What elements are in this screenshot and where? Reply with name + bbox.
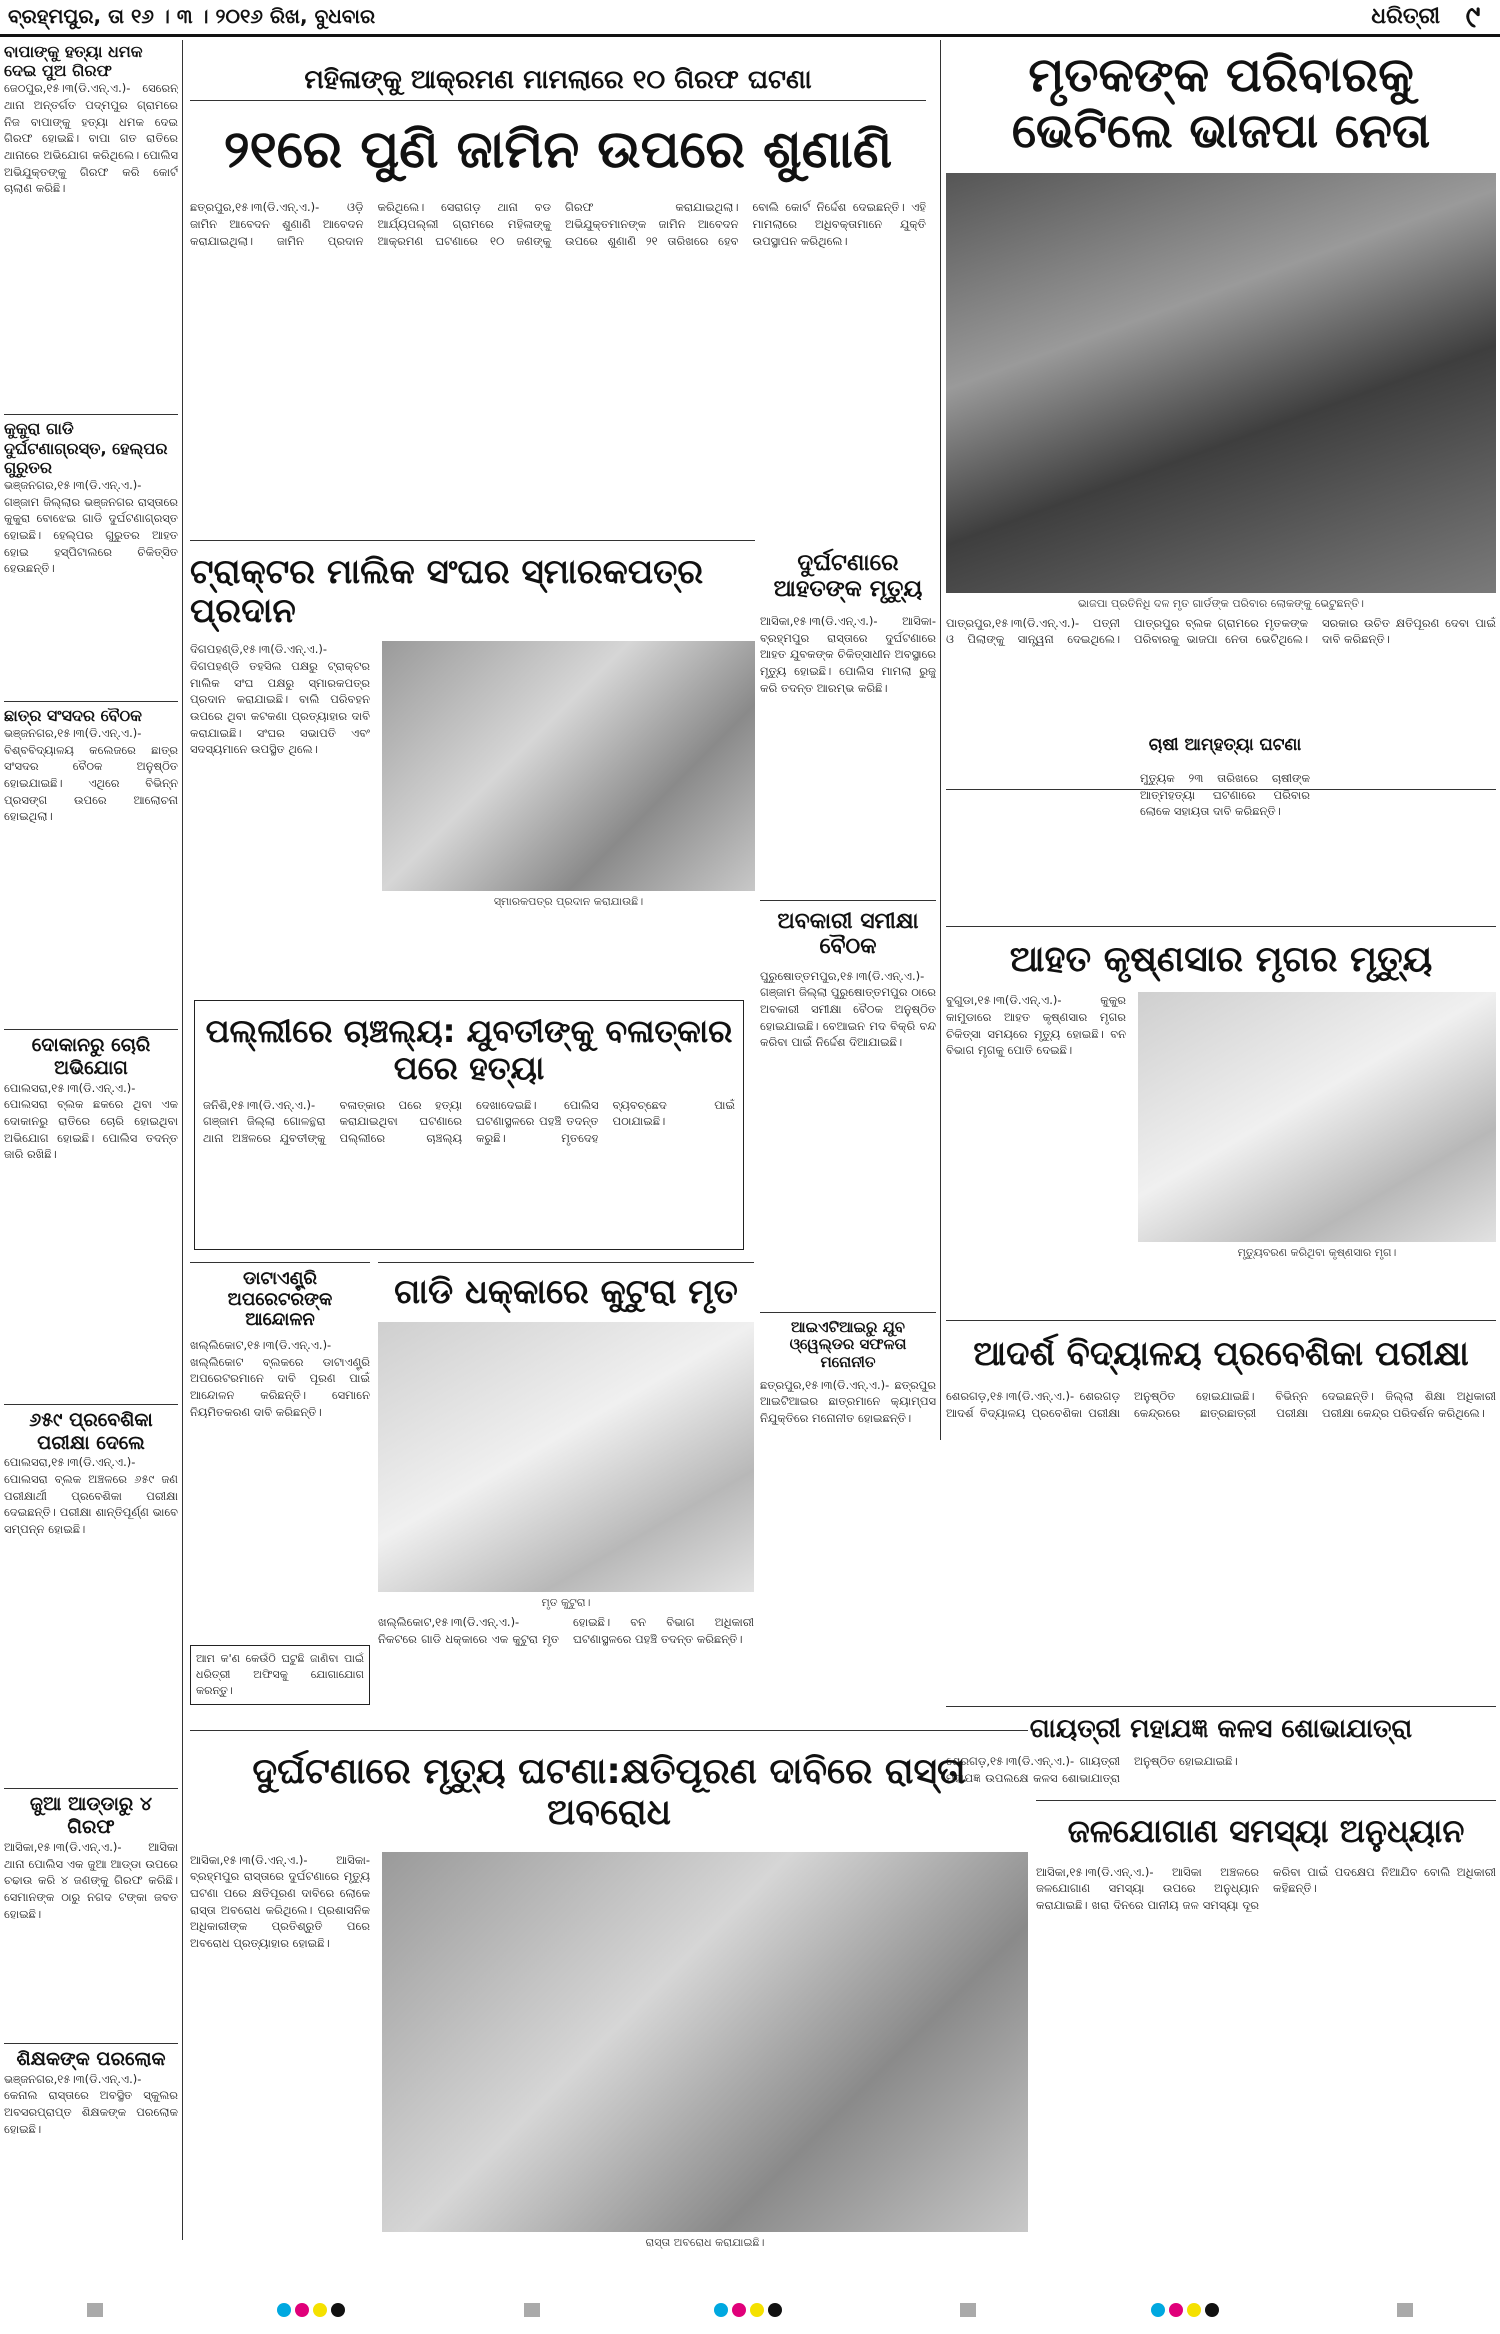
road-block-story (190, 1730, 1028, 2250)
adarsha-body: ଶେରଗଡ଼,୧୫।୩(ଡି.ଏନ୍.ଏ.)- ଶେରଗଡ଼ ଆଦର୍ଶ ବିଦ୍ୟାଳୟ ପ୍ରବେଶିକା ପରୀକ୍ଷା ଅନୁଷ୍ଠିତ ହୋଇଯାଇଛି। ବିଭିନ୍ନ କେନ୍ଦ୍ରରେ ଛାତ୍ରଛାତ୍ରୀ ପରୀକ୍ଷା ଦେଇଛନ୍ତି। ଜିଲ୍ଲା ଶିକ୍ଷା ଅଧିକାରୀ ପରୀକ୍ଷା କେନ୍ଦ୍ର ପରିଦର୍ଶନ କରିଥିଲେ। (946, 1389, 1496, 1420)
tractor-headline: ଟ୍ରାକ୍ଟର ମାଲିକ ସଂଘର ସ୍ମାରକପତ୍ର ପ୍ରଦାନ (190, 552, 704, 632)
deer-hit-story (378, 1262, 754, 1722)
deer-hit-photo (378, 1322, 754, 1592)
top-right-headline-1: ମୃତକଙ୍କ ପରିବାରକୁ (1028, 47, 1414, 103)
gayatri-story (946, 1706, 1496, 1796)
operator-body: ଖଲ୍ଲିକୋଟ,୧୫।୩(ଡି.ଏନ୍.ଏ.)- ଖଲ୍ଲିକୋଟ ବ୍ଲକରେ ଡାଟାଏଣ୍ଟ୍ରି ଅପରେଟରମାନେ ଦାବି ପୂରଣ ପାଇଁ ଆନ୍ଦୋଳନ କରିଛନ୍ତି। ସେମାନେ ନିୟମିତକରଣ ଦାବି କରିଛନ୍ତି। (190, 1338, 370, 1419)
farmer-suicide-box (1140, 730, 1310, 766)
deer-hit-caption: ମୃତ କୁଟୁରା। (541, 1596, 591, 1610)
bjp-visit-photo (946, 173, 1496, 593)
accident-death-headline: ଦୁର୍ଘଟଣାରେ ଆହତଙ୍କ ମୃତ୍ୟୁ (773, 550, 923, 603)
road-block-headline: ଦୁର୍ଘଟଣାରେ ମୃତ୍ୟୁ ଘଟଣା:କ୍ଷତିପୂରଣ ଦାବିରେ ରାସ୍ତା ଅବରୋଧ (252, 1751, 966, 1834)
divider (4, 701, 178, 702)
adarsha-story (946, 1320, 1496, 1700)
water-supply-story (1036, 1800, 1496, 2250)
divider (4, 1029, 178, 1030)
masthead-rule (0, 34, 1500, 37)
accident-death-body: ଆସିକା,୧୫।୩(ଡି.ଏନ୍.ଏ.)- ଆସିକା-ବ୍ରହ୍ମପୁର ରାସ୍ତାରେ ଦୁର୍ଘଟଣାରେ ଆହତ ଯୁବକଙ୍କ ଚିକିତ୍ସାଧୀନ ଅବସ୍ଥାରେ ମୃତ୍ୟୁ ହୋଇଛି। ପୋଲିସ ମାମଲା ରୁଜୁ କରି ତଦନ୍ତ ଆରମ୍ଭ କରିଛି। (760, 613, 936, 695)
accident-death-story (760, 540, 936, 900)
left-story-1-body: ଜେଠପୁର,୧୫।୩(ଡି.ଏନ୍.ଏ.)- ସେରେନ୍ ଥାନା ଅନ୍ତର୍ଗତ ପଦ୍ମପୁର ଗ୍ରାମରେ ନିଜ ବାପାଙ୍କୁ ହତ୍ୟା ଧମକ ଦେଇ ଗିରଫ ହୋଇଛି। ବାପା ଗତ ରାତିରେ ଥାନାରେ ଅଭିଯୋଗ କରିଥିଲେ। ପୋଲିସ ଅଭିଯୁକ୍ତଙ୍କୁ ଗିରଫ କରି କୋର୍ଟ ଚାଲାଣ କରିଛି। (4, 81, 178, 196)
left-column-rule (182, 40, 183, 2240)
page-number: ୯ (1465, 0, 1481, 34)
deer-death-caption: ମୃତ୍ୟୁବରଣ କରିଥିବା କୃଷ୍ଣସାର ମୃଗ। (1237, 1246, 1397, 1260)
road-block-photo (382, 1852, 1028, 2232)
gayatri-body: ଶେରଗଡ଼,୧୫।୩(ଡି.ଏନ୍.ଏ.)- ଗାୟତ୍ରୀ ମହାଯଜ୍ଞ ଉପଲକ୍ଷେ କଳସ ଶୋଭାଯାତ୍ରା ଅନୁଷ୍ଠିତ ହୋଇଯାଇଛି। (946, 1753, 1238, 1785)
left-story-7-headline: ଶିକ୍ଷକଙ୍କ ପରଲୋକ (16, 2047, 166, 2070)
top-right-headline-2: ଭେଟିଲେ ଭାଜପା ନେତା (1011, 103, 1431, 160)
color-swatches (277, 2302, 349, 2321)
excise-body: ପୁରୁଷୋତ୍ତମପୁର,୧୫।୩(ଡି.ଏନ୍.ଏ.)- ଗଞ୍ଜାମ ଜିଲ୍ଲା ପୁରୁଷୋତ୍ତମପୁର ଠାରେ ଅବକାରୀ ସମୀକ୍ଷା ବୈଠକ ଅନୁଷ୍ଠିତ ହୋଇଯାଇଛି। ବେଆଇନ ମଦ ବିକ୍ରି ବନ୍ଦ କରିବା ପାଇଁ ନିର୍ଦ୍ଦେଶ ଦିଆଯାଇଛି। (760, 968, 936, 1050)
dateline: ବ୍ରହ୍ମପୁର, ତା ୧୬ । ୩ । ୨୦୧୬ ରିଖ, ବୁଧବାର (8, 4, 376, 28)
bjp-visit-caption: ଭାଜପା ପ୍ରତିନିଧି ଦଳ ମୃତ ଗାର୍ଡଙ୍କ ପରିବାର ଲୋକଙ୍କୁ ଭେଟୁଛନ୍ତି। (1077, 596, 1365, 610)
rape-headline: ପଲ୍ଲୀରେ ଚାଞ୍ଚଲ୍ୟ: ଯୁବତୀଙ୍କୁ ବଳାତ୍କାର ପରେ ହତ୍ୟା (205, 1012, 733, 1087)
grey-mark (524, 2302, 540, 2321)
color-swatches (1151, 2302, 1223, 2321)
tractor-body: ଦିଗପହଣ୍ଡି,୧୫।୩(ଡି.ଏନ୍.ଏ.)- ଦିଗପହଣ୍ଡି ତହସିଲ ପକ୍ଷରୁ ଟ୍ରାକ୍ଟର ମାଲିକ ସଂଘ ପକ୍ଷରୁ ସ୍ମାରକପତ୍ର ପ୍ରଦାନ କରାଯାଇଛି। ବାଲି ପରିବହନ ଉପରେ ଥିବା କଟକଣା ପ୍ରତ୍ୟାହାର ଦାବି କରାଯାଇଛି। ସଂଘର ସଭାପତି ଏବଂ ସଦସ୍ୟମାନେ ଉପସ୍ଥିତ ଥିଲେ। (190, 642, 370, 757)
top-right-body: ପାତ୍ରପୁର,୧୫।୩(ଡି.ଏନ୍.ଏ.)- ପତ୍ନୀ ଓ ପିଲାଙ୍କୁ ସାନ୍ତ୍ୱନା ଦେଇଥିଲେ। ପାତ୍ରପୁର ବ୍ଲକ ଗ୍ରାମରେ ମୃତକଙ୍କ ପରିବାରକୁ ଭାଜପା ନେତା ଭେଟିଥିଲେ। ସରକାର ଉଚିତ କ୍ଷତିପୂରଣ ଦେବା ପାଇଁ ଦାବି କରିଛନ୍ତି। (946, 615, 1496, 647)
road-block-body: ଆସିକା,୧୫।୩(ଡି.ଏନ୍.ଏ.)- ଆସିକା-ବ୍ରହ୍ମପୁର ରାସ୍ତାରେ ଦୁର୍ଘଟଣାରେ ମୃତ୍ୟୁ ଘଟଣା ପରେ କ୍ଷତିପୂରଣ ଦାବିରେ ଲୋକେ ରାସ୍ତା ଅବରୋଧ କରିଥିଲେ। ପ୍ରଶାସନିକ ଅଧିକାରୀଙ୍କ ପ୍ରତିଶ୍ରୁତି ପରେ ଅବରୋଧ ପ୍ରତ୍ୟାହାର ହୋଇଛି। (190, 1852, 370, 1951)
water-supply-body: ଆସିକା,୧୫।୩(ଡି.ଏନ୍.ଏ.)- ଆସିକା ଅଞ୍ଚଳରେ ଜଳଯୋଗାଣ ସମସ୍ୟା ଉପରେ ଅନୁଧ୍ୟାନ କରାଯାଇଛି। ଖରା ଦିନରେ ପାନୀୟ ଜଳ ସମସ୍ୟା ଦୂର କରିବା ପାଇଁ ପଦକ୍ଷେପ ନିଆଯିବ ବୋଲି ଅଧିକାରୀ କହିଛନ୍ତି। (1036, 1864, 1496, 1913)
farmer-suicide-body: ମୁତ୍ୟୁକ ୨୩ ତାରିଖରେ ଚାଷୀଙ୍କ ଆତ୍ମହତ୍ୟା ଘଟଣାରେ ପରିବାର ଲୋକେ ସହାୟତା ଦାବି କରିଛନ୍ତି। (1140, 771, 1310, 819)
divider (4, 414, 178, 415)
left-story-2 (4, 419, 178, 697)
grey-mark (1397, 2302, 1413, 2321)
left-story-3 (4, 706, 178, 1025)
left-story-4 (4, 1034, 178, 1400)
deer-hit-body: ଖଲ୍ଲିକୋଟ,୧୫।୩(ଡି.ଏନ୍.ଏ.)- ନିକଟରେ ଗାଡି ଧକ୍କାରେ ଏକ କୁଟୁରା ମୃତ ହୋଇଛି। ବନ ବିଭାଗ ଅଧିକାରୀ ଘଟଣାସ୍ଥଳରେ ପହଞ୍ଚି ତଦନ୍ତ କରିଛନ୍ତି। (378, 1615, 754, 1646)
tractor-story (190, 540, 755, 960)
excise-story (760, 900, 936, 1310)
left-story-5 (4, 1409, 178, 1785)
notice-box (190, 1645, 370, 1705)
rape-story (194, 1000, 744, 1250)
left-story-6-headline: ଜୁଆ ଆଡ୍ଡାରୁ ୪ ଗିରଫ (29, 1793, 153, 1839)
deer-death-story (946, 926, 1496, 1306)
left-story-4-body: ପୋଲସରା,୧୫।୩(ଡି.ଏନ୍.ଏ.)- ପୋଲସରା ବ୍ଲକ ଛକରେ ଥିବା ଏକ ଦୋକାନରୁ ରାତିରେ ଚୋରି ହୋଇଥିବା ଅଭିଯୋଗ ହୋଇଛି। ପୋଲିସ ତଦନ୍ତ ଜାରି ରଖିଛି। (4, 1080, 178, 1162)
color-swatches (714, 2302, 786, 2321)
farmer-suicide-headline: ଚାଷୀ ଆମ୍ହତ୍ୟା ଘଟଣା (1148, 735, 1302, 755)
road-block-caption: ରାସ୍ତା ଅବରୋଧ କରାଯାଇଛି। (645, 2235, 765, 2249)
left-column (4, 42, 178, 2242)
grey-mark (87, 2302, 103, 2321)
iit-body: ଛତ୍ରପୁର,୧୫।୩(ଡି.ଏନ୍.ଏ.)- ଛତ୍ରପୁର ଆଇଟିଆଇର ଛାତ୍ରମାନେ କ୍ୟାମ୍ପସ ନିଯୁକ୍ତିରେ ମନୋନୀତ ହୋଇଛନ୍ତି। (760, 1377, 936, 1426)
iit-story (760, 1312, 936, 1722)
deer-hit-headline: ଗାଡି ଧକ୍କାରେ କୁଟୁରା ମୃତ (394, 1272, 738, 1312)
print-marks (0, 2296, 1500, 2326)
left-story-6-body: ଆସିକା,୧୫।୩(ଡି.ଏନ୍.ଏ.)- ଆସିକା ଥାନା ପୋଲିସ ଏକ ଜୁଆ ଆଡ୍ଡା ଉପରେ ଚଢାଉ କରି ୪ ଜଣଙ୍କୁ ଗିରଫ କରିଛି। ସେମାନଙ୍କ ଠାରୁ ନଗଦ ଟଙ୍କା ଜବତ ହୋଇଛି। (4, 1839, 178, 1921)
operator-headline: ଡାଟାଏଣ୍ଟ୍ରି ଅପରେଟରଙ୍କ ଆନ୍ଦୋଳନ (227, 1268, 333, 1331)
left-story-3-headline: ଛାତ୍ର ସଂସଦର ବୈଠକ (4, 705, 143, 725)
divider (4, 1404, 178, 1405)
operator-story (190, 1262, 370, 1722)
left-story-7 (4, 2048, 178, 2231)
rape-body: ଜନିଶି,୧୫।୩(ଡି.ଏନ୍.ଏ.)- ଗଞ୍ଜାମ ଜିଲ୍ଲା ଗୋଳନ୍ଥରା ଥାନା ଅଞ୍ଚଳରେ ଯୁବତୀଙ୍କୁ ବଳାତ୍କାର ପରେ ହତ୍ୟା କରାଯାଇଥିବା ଘଟଣାରେ ପଲ୍ଲୀରେ ଚାଞ୍ଚଲ୍ୟ ଦେଖାଦେଇଛି। ପୋଲିସ ଘଟଣାସ୍ଥଳରେ ପହଞ୍ଚି ତଦନ୍ତ କରୁଛି। ମୃତଦେହ ବ୍ୟବଚ୍ଛେଦ ପାଇଁ ପଠାଯାଇଛି। (203, 1097, 735, 1145)
tractor-caption: ସ୍ମାରକପତ୍ର ପ୍ରଦାନ କରାଯାଉଛି। (493, 895, 644, 909)
top-center-story (190, 62, 926, 532)
top-center-headline: ୨୧ରେ ପୁଣି ଜାମିନ ଉପରେ ଶୁଣାଣି (223, 119, 893, 180)
left-story-5-body: ପୋଲସରା,୧୫।୩(ଡି.ଏନ୍.ଏ.)- ପୋଲସରା ବ୍ଲକ ଅଞ୍ଚଳରେ ୬୫୯ ଜଣ ପରୀକ୍ଷାର୍ଥୀ ପ୍ରବେଶିକା ପରୀକ୍ଷା ଦେଇଛନ୍ତି। ପରୀକ୍ଷା ଶାନ୍ତିପୂର୍ଣ୍ଣ ଭାବେ ସମ୍ପନ୍ନ ହୋଇଛି। (4, 1455, 178, 1536)
water-supply-headline: ଜଳଯୋଗାଣ ସମସ୍ୟା ଅନୁଧ୍ୟାନ (1067, 1812, 1465, 1850)
gayatri-headline: ଗାୟତ୍ରୀ ମହାଯଜ୍ଞ କଳସ ଶୋଭାଯାତ୍ରା (1029, 1714, 1413, 1744)
left-story-2-headline: କୁକୁରା ଗାଡି ଦୁର୍ଘଟଣାଗ୍ରସ୍ତ, ହେଲ୍ପର ଗୁରୁତର (4, 419, 168, 477)
divider (4, 2043, 178, 2044)
divider (4, 1788, 178, 1789)
deer-death-body: ବୁଗୁଡା,୧୫।୩(ଡି.ଏନ୍.ଏ.)- କୁକୁର କାମୁଡାରେ ଆହତ କୃଷ୍ଣସାର ମୃଗର ଚିକିତ୍ସା ସମୟରେ ମୃତ୍ୟୁ ହୋଇଛି। ବନ ବିଭାଗ ମୃଗକୁ ପୋତି ଦେଇଛି। (946, 993, 1126, 1058)
left-story-2-body: ଭଞ୍ଜନଗର,୧୫।୩(ଡି.ଏନ୍.ଏ.)- ଗଞ୍ଜାମ ଜିଲ୍ଲାର ଭଞ୍ଜନଗର ରାସ୍ତାରେ କୁକୁରା ବୋଝେଇ ଗାଡି ଦୁର୍ଘଟଣାଗ୍ରସ୍ତ ହୋଇଛି। ହେଲ୍ପର ଗୁରୁତର ଆହତ ହୋଇ ହସ୍ପିଟାଲରେ ଚିକିତ୍ସିତ ହେଉଛନ୍ତି। (4, 477, 178, 576)
brand-logo: ଧରିତ୍ରୀ (1371, 4, 1440, 29)
iit-headline: ଆଇଏଟିଆଇରୁ ଯୁବ ଓ୍ୱେଲ୍ଡର ସଫଳତା ମନୋନୀତ (789, 1318, 907, 1371)
tractor-photo (382, 641, 755, 891)
center-right-rule (940, 40, 941, 1440)
left-story-1-headline: ବାପାଙ୍କୁ ହତ୍ୟା ଧମକ ଦେଇ ପୁଅ ଗିରଫ (4, 42, 143, 81)
deer-death-photo (1138, 992, 1496, 1242)
left-story-1 (4, 42, 178, 410)
left-story-3-body: ଭଞ୍ଜନଗର,୧୫।୩(ଡି.ଏନ୍.ଏ.)- ବିଶ୍ବବିଦ୍ୟାଳୟ କଲେଜରେ ଛାତ୍ର ସଂସଦର ବୈଠକ ଅନୁଷ୍ଠିତ ହୋଇଯାଇଛି। ଏଥିରେ ବିଭିନ୍ନ ପ୍ରସଙ୍ଗ ଉପରେ ଆଲୋଚନା ହୋଇଥିଲା। (4, 726, 178, 824)
top-center-kicker: ମହିଳାଙ୍କୁ ଆକ୍ରମଣ ମାମଲାରେ ୧୦ ଗିରଫ ଘଟଣା (190, 62, 926, 101)
left-story-7-body: ଭଞ୍ଜନଗର,୧୫।୩(ଡି.ଏନ୍.ଏ.)- କେନାଲ ରାସ୍ତାରେ ଅବସ୍ଥିତ ସ୍କୁଲର ଅବସରପ୍ରାପ୍ତ ଶିକ୍ଷକଙ୍କ ପରଲୋକ ହୋଇଛି। (4, 2071, 178, 2136)
left-story-5-headline: ୬୫୯ ପ୍ରବେଶିକା ପରୀକ୍ଷା ଦେଲେ (29, 1408, 153, 1454)
deer-death-headline: ଆହତ କୃଷ୍ଣସାର ମୃଗର ମୃତ୍ୟୁ (1009, 939, 1433, 980)
left-story-6 (4, 1793, 178, 2039)
notice-text: ଆମ କ'ଣ କେଉଁଠି ଘଟୁଛି ଜାଣିବା ପାଇଁ ଧରିତ୍ରୀ ଅଫିସକୁ ଯୋଗାଯୋଗ କରନ୍ତୁ। (196, 1652, 364, 1697)
grey-mark (960, 2302, 976, 2321)
top-center-body: ଛତ୍ରପୁର,୧୫।୩(ଡି.ଏନ୍.ଏ.)- ଓଡ଼ି ଜାମିନ ଆବେଦନ ଶୁଣାଣି ଆବେଦନ କରାଯାଇଥିଲା। ଜାମିନ ପ୍ରଦାନ କରିଥିଲେ। ସେରାଗଡ଼ ଥାନା ବଡ ଆର୍ଯ୍ୟପଲ୍ଲୀ ଗ୍ରାମରେ ମହିଳାଙ୍କୁ ଆକ୍ରମଣ ଘଟଣାରେ ୧୦ ଜଣଙ୍କୁ ଗିରଫ କରାଯାଇଥିଲା। ଅଭିଯୁକ୍ତମାନଙ୍କ ଜାମିନ ଆବେଦନ ଉପରେ ଶୁଣାଣି ୨୧ ତାରିଖରେ ହେବ ବୋଲି କୋର୍ଟ ନିର୍ଦ୍ଦେଶ ଦେଇଛନ୍ତି। ଏହି ମାମଲାରେ ଅଧିବକ୍ତାମାନେ ଯୁକ୍ତି ଉପସ୍ଥାପନ କରିଥିଲେ। (190, 200, 926, 248)
excise-headline: ଅବକାରୀ ସମୀକ୍ଷା ବୈଠକ (777, 909, 919, 960)
adarsha-headline: ଆଦର୍ଶ ବିଦ୍ୟାଳୟ ପ୍ରବେଶିକା ପରୀକ୍ଷା (973, 1334, 1469, 1374)
left-story-4-headline: ଦୋକାନରୁ ଚୋରି ଅଭିଯୋଗ (31, 1034, 151, 1079)
